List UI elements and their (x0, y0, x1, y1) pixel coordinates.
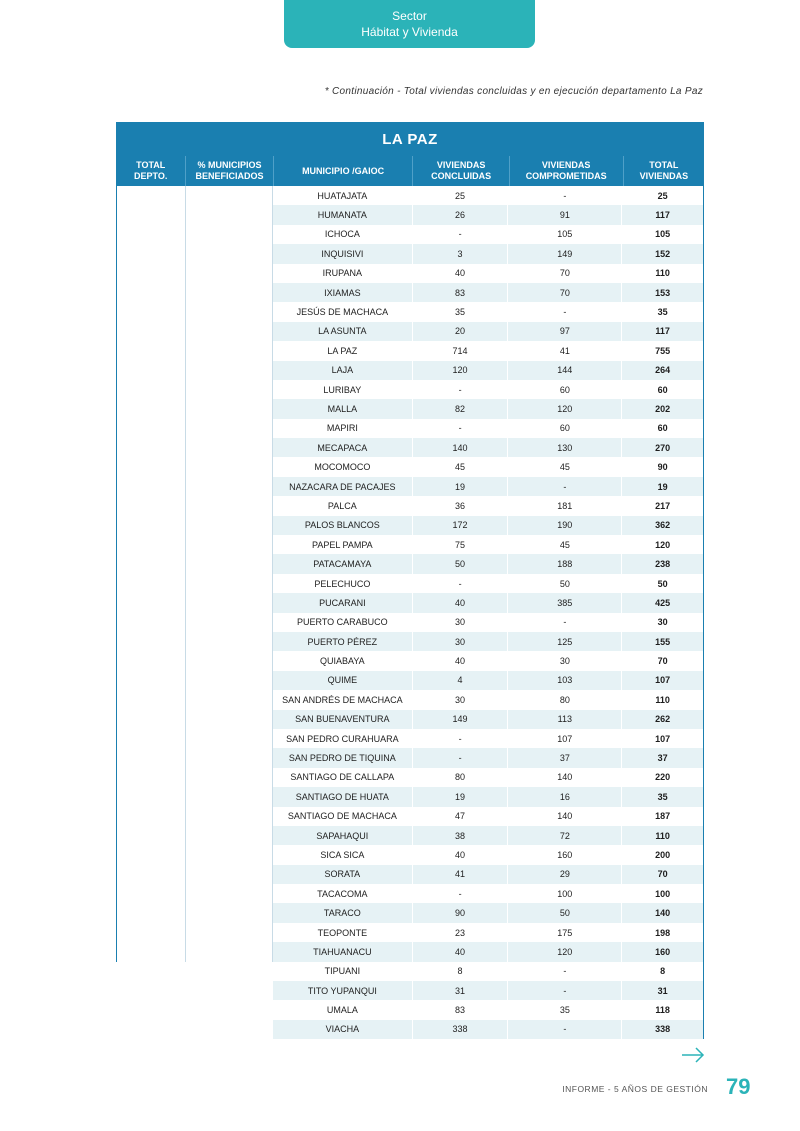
comprometidas-cell: 144 (508, 361, 622, 380)
municipio-cell: VIACHA (273, 1020, 413, 1039)
total-cell: 198 (655, 927, 671, 938)
table-row (273, 380, 703, 399)
comprometidas-cell: 91 (508, 205, 622, 224)
concluidas-cell: - (413, 574, 509, 593)
concluidas-cell: 30 (413, 613, 509, 632)
municipio-cell: MOCOMOCO (273, 457, 413, 476)
table-row (273, 768, 703, 787)
comprometidas-cell: 103 (508, 671, 622, 690)
comprometidas-cell: 50 (508, 903, 622, 922)
sector-tab (284, 0, 535, 48)
comprometidas-cell: 125 (508, 632, 622, 651)
municipio-cell: PUERTO PÉREZ (273, 632, 413, 651)
municipio-cell: SORATA (273, 865, 413, 884)
total-cell: 70 (657, 869, 668, 880)
comprometidas-cell: 37 (508, 748, 622, 767)
concluidas-cell: 45 (413, 457, 509, 476)
concluidas-cell: 172 (413, 516, 509, 535)
comprometidas-cell: 29 (508, 865, 622, 884)
total-cell: 107 (655, 675, 671, 686)
concluidas-cell: 26 (413, 205, 509, 224)
municipio-cell: QUIME (273, 671, 413, 690)
table-row (273, 283, 703, 302)
municipio-cell: ICHOCA (273, 225, 413, 244)
comprometidas-cell: 190 (508, 516, 622, 535)
table-row (273, 710, 703, 729)
comprometidas-cell: 120 (508, 399, 622, 418)
total-cell: 50 (657, 578, 668, 589)
concluidas-cell: - (413, 419, 509, 438)
table-row (273, 457, 703, 476)
concluidas-cell: 40 (413, 593, 509, 612)
concluidas-cell: 40 (413, 651, 509, 670)
municipio-cell: TITO YUPANQUI (273, 981, 413, 1000)
comprometidas-cell: 188 (508, 554, 622, 573)
table-row (273, 361, 703, 380)
municipio-cell: QUIABAYA (273, 651, 413, 670)
total-cell: 152 (655, 248, 671, 259)
table-row (273, 264, 703, 283)
total-cell: 110 (655, 830, 670, 841)
comprometidas-cell: 16 (508, 787, 622, 806)
table-row (273, 690, 703, 709)
municipio-cell: SANTIAGO DE MACHACA (273, 807, 413, 826)
municipio-cell: IRUPANA (273, 264, 413, 283)
table-row (273, 962, 703, 981)
municipio-cell: PUERTO CARABUCO (273, 613, 413, 632)
table-row (273, 516, 703, 535)
comprometidas-cell: 175 (508, 923, 622, 942)
concluidas-cell: 714 (413, 341, 509, 360)
table-title: LA PAZ (116, 122, 704, 156)
municipio-cell: SANTIAGO DE CALLAPA (273, 768, 413, 787)
total-cell: 362 (655, 520, 671, 531)
concluidas-cell: 40 (413, 942, 509, 961)
total-cell: 238 (655, 559, 671, 570)
concluidas-cell: 20 (413, 322, 509, 341)
concluidas-cell: - (413, 729, 509, 748)
table-row (273, 1020, 703, 1039)
total-cell: 117 (655, 210, 670, 221)
total-cell: 19 (657, 481, 668, 492)
municipio-cell: LA PAZ (273, 341, 413, 360)
comprometidas-cell: 100 (508, 884, 622, 903)
table-row (273, 419, 703, 438)
comprometidas-cell: 45 (508, 535, 622, 554)
municipio-cell: SAN PEDRO DE TIQUINA (273, 748, 413, 767)
total-cell: 270 (655, 442, 671, 453)
total-cell: 30 (657, 617, 668, 628)
concluidas-cell: 30 (413, 690, 509, 709)
total-cell: 35 (657, 307, 668, 318)
total-cell: 217 (655, 500, 671, 511)
table-row (273, 884, 703, 903)
footer-text: INFORME - 5 AÑOS DE GESTIÓN (562, 1084, 708, 1094)
total-cell: 187 (655, 811, 671, 822)
municipio-cell: PUCARANI (273, 593, 413, 612)
municipio-cell: LA ASUNTA (273, 322, 413, 341)
table-row (273, 903, 703, 922)
municipio-cell: INQUISIVI (273, 244, 413, 263)
table-row (273, 554, 703, 573)
header-total-depto: TOTAL DEPTO. (116, 156, 186, 186)
table-row (273, 923, 703, 942)
total-cell: 425 (655, 597, 671, 608)
table-row (273, 865, 703, 884)
concluidas-cell: 338 (413, 1020, 509, 1039)
comprometidas-cell: 35 (508, 1000, 622, 1019)
comprometidas-cell: 30 (508, 651, 622, 670)
municipio-cell: PELECHUCO (273, 574, 413, 593)
table-caption: * Continuación - Total viviendas concluidas y en ejecución departamento La Paz (324, 86, 703, 97)
table-row (273, 845, 703, 864)
concluidas-cell: 120 (413, 361, 509, 380)
total-cell: 31 (657, 985, 668, 996)
table-row (273, 981, 703, 1000)
header-pct-municipios: % MUNICIPIOS BENEFICIADOS (186, 156, 273, 186)
comprometidas-cell: 140 (508, 807, 622, 826)
municipio-cell: JESÚS DE MACHACA (273, 302, 413, 321)
table-row (273, 496, 703, 515)
total-cell: 262 (655, 714, 671, 725)
table-rows (273, 186, 704, 1039)
header-municipio: MUNICIPIO /GAIOC (274, 156, 414, 186)
concluidas-cell: 31 (413, 981, 509, 1000)
concluidas-cell: 30 (413, 632, 509, 651)
table-row (273, 399, 703, 418)
total-cell: 338 (655, 1024, 671, 1035)
comprometidas-cell: 72 (508, 826, 622, 845)
concluidas-cell: 75 (413, 535, 509, 554)
total-cell: 90 (657, 462, 668, 473)
municipio-cell: LURIBAY (273, 380, 413, 399)
table-row (273, 438, 703, 457)
concluidas-cell: 40 (413, 845, 509, 864)
municipio-cell: SAN ANDRÉS DE MACHACA (273, 690, 413, 709)
municipio-cell: TIPUANI (273, 962, 413, 981)
total-cell: 25 (657, 190, 668, 201)
concluidas-cell: 8 (413, 962, 509, 981)
total-cell: 110 (655, 268, 670, 279)
total-cell: 118 (655, 1005, 670, 1016)
concluidas-cell: 149 (413, 710, 509, 729)
municipio-cell: MECAPACA (273, 438, 413, 457)
concluidas-cell: 35 (413, 302, 509, 321)
total-cell: 70 (657, 656, 668, 667)
table-row (273, 787, 703, 806)
municipio-cell: IXIAMAS (273, 283, 413, 302)
concluidas-cell: - (413, 884, 509, 903)
table-row (273, 807, 703, 826)
sector-name: Hábitat y Vivienda (361, 25, 458, 39)
viviendas-table (116, 122, 704, 1039)
table-row (273, 632, 703, 651)
municipio-cell: SAN PEDRO CURAHUARA (273, 729, 413, 748)
municipio-cell: TIAHUANACU (273, 942, 413, 961)
comprometidas-cell: 70 (508, 264, 622, 283)
comprometidas-cell: 70 (508, 283, 622, 302)
comprometidas-cell: 140 (508, 768, 622, 787)
total-cell: 755 (655, 345, 671, 356)
municipio-cell: TEOPONTE (273, 923, 413, 942)
municipio-cell: MALLA (273, 399, 413, 418)
concluidas-cell: - (413, 748, 509, 767)
concluidas-cell: - (413, 380, 509, 399)
header-comprometidas: VIVIENDAS COMPROMETIDAS (510, 156, 624, 186)
table-row (273, 535, 703, 554)
total-cell: 105 (655, 229, 671, 240)
comprometidas-cell: 113 (508, 710, 622, 729)
table-row (273, 613, 703, 632)
table-row (273, 651, 703, 670)
concluidas-cell: 19 (413, 787, 509, 806)
concluidas-cell: 23 (413, 923, 509, 942)
table-row (273, 302, 703, 321)
concluidas-cell: 25 (413, 186, 509, 205)
comprometidas-cell: 60 (508, 419, 622, 438)
concluidas-cell: 41 (413, 865, 509, 884)
municipio-cell: SANTIAGO DE HUATA (273, 787, 413, 806)
comprometidas-cell: - (508, 1020, 622, 1039)
concluidas-cell: - (413, 225, 509, 244)
table-row (273, 826, 703, 845)
concluidas-cell: 83 (413, 283, 509, 302)
concluidas-cell: 4 (413, 671, 509, 690)
total-cell: 153 (655, 287, 671, 298)
municipio-cell: TARACO (273, 903, 413, 922)
total-cell: 155 (655, 636, 671, 647)
comprometidas-cell: 107 (508, 729, 622, 748)
concluidas-cell: 80 (413, 768, 509, 787)
merged-total-depto-cell (116, 186, 186, 962)
comprometidas-cell: 130 (508, 438, 622, 457)
concluidas-cell: 19 (413, 477, 509, 496)
municipio-cell: PAPEL PAMPA (273, 535, 413, 554)
total-cell: 117 (655, 326, 670, 337)
municipio-cell: SICA SICA (273, 845, 413, 864)
comprometidas-cell: - (508, 962, 622, 981)
municipio-cell: HUMANATA (273, 205, 413, 224)
table-row (273, 729, 703, 748)
table-row (273, 186, 703, 205)
municipio-cell: UMALA (273, 1000, 413, 1019)
table-row (273, 671, 703, 690)
concluidas-cell: 90 (413, 903, 509, 922)
municipio-cell: PALCA (273, 496, 413, 515)
arrow-right-icon (681, 1045, 705, 1065)
total-cell: 202 (655, 403, 671, 414)
table-row (273, 225, 703, 244)
table-row (273, 244, 703, 263)
municipio-cell: LAJA (273, 361, 413, 380)
comprometidas-cell: 97 (508, 322, 622, 341)
concluidas-cell: 47 (413, 807, 509, 826)
municipio-cell: PALOS BLANCOS (273, 516, 413, 535)
total-cell: 107 (655, 733, 671, 744)
comprometidas-cell: - (508, 302, 622, 321)
comprometidas-cell: 105 (508, 225, 622, 244)
concluidas-cell: 50 (413, 554, 509, 573)
concluidas-cell: 38 (413, 826, 509, 845)
sector-label: Sector (392, 9, 427, 23)
total-cell: 110 (655, 694, 670, 705)
comprometidas-cell: 120 (508, 942, 622, 961)
page-number: 79 (726, 1074, 751, 1099)
total-cell: 100 (655, 888, 671, 899)
table-row (273, 1000, 703, 1019)
comprometidas-cell: 149 (508, 244, 622, 263)
municipio-cell: SAN BUENAVENTURA (273, 710, 413, 729)
total-cell: 60 (657, 423, 668, 434)
comprometidas-cell: 181 (508, 496, 622, 515)
header-total-viviendas: TOTAL VIVIENDAS (639, 160, 689, 181)
comprometidas-cell: 385 (508, 593, 622, 612)
total-cell: 140 (655, 908, 671, 919)
concluidas-cell: 140 (413, 438, 509, 457)
concluidas-cell: 82 (413, 399, 509, 418)
total-cell: 264 (655, 365, 671, 376)
total-cell: 220 (655, 772, 671, 783)
table-row (273, 205, 703, 224)
municipio-cell: HUATAJATA (273, 186, 413, 205)
table-row (273, 322, 703, 341)
total-cell: 160 (655, 946, 671, 957)
total-cell: 200 (655, 849, 671, 860)
concluidas-cell: 36 (413, 496, 509, 515)
comprometidas-cell: 45 (508, 457, 622, 476)
table-row (273, 341, 703, 360)
comprometidas-cell: - (508, 186, 622, 205)
comprometidas-cell: - (508, 477, 622, 496)
concluidas-cell: 83 (413, 1000, 509, 1019)
table-row (273, 477, 703, 496)
municipio-cell: NAZACARA DE PACAJES (273, 477, 413, 496)
table-row (273, 593, 703, 612)
municipio-cell: MAPIRI (273, 419, 413, 438)
header-concluidas: VIVIENDAS CONCLUIDAS (413, 156, 509, 186)
table-row (273, 942, 703, 961)
merged-pct-municipios-cell (186, 186, 273, 962)
comprometidas-cell: 60 (508, 380, 622, 399)
total-cell: 35 (657, 791, 668, 802)
municipio-cell: PATACAMAYA (273, 554, 413, 573)
comprometidas-cell: 160 (508, 845, 622, 864)
total-cell: 8 (660, 966, 666, 977)
comprometidas-cell: 41 (508, 341, 622, 360)
comprometidas-cell: 80 (508, 690, 622, 709)
table-row (273, 574, 703, 593)
total-cell: 37 (657, 753, 668, 764)
municipio-cell: TACACOMA (273, 884, 413, 903)
total-cell: 60 (657, 384, 668, 395)
total-cell: 120 (655, 539, 671, 550)
comprometidas-cell: - (508, 613, 622, 632)
table-header-row (116, 156, 704, 186)
comprometidas-cell: - (508, 981, 622, 1000)
concluidas-cell: 3 (413, 244, 509, 263)
concluidas-cell: 40 (413, 264, 509, 283)
table-body (116, 186, 704, 1039)
table-row (273, 748, 703, 767)
comprometidas-cell: 50 (508, 574, 622, 593)
municipio-cell: SAPAHAQUI (273, 826, 413, 845)
